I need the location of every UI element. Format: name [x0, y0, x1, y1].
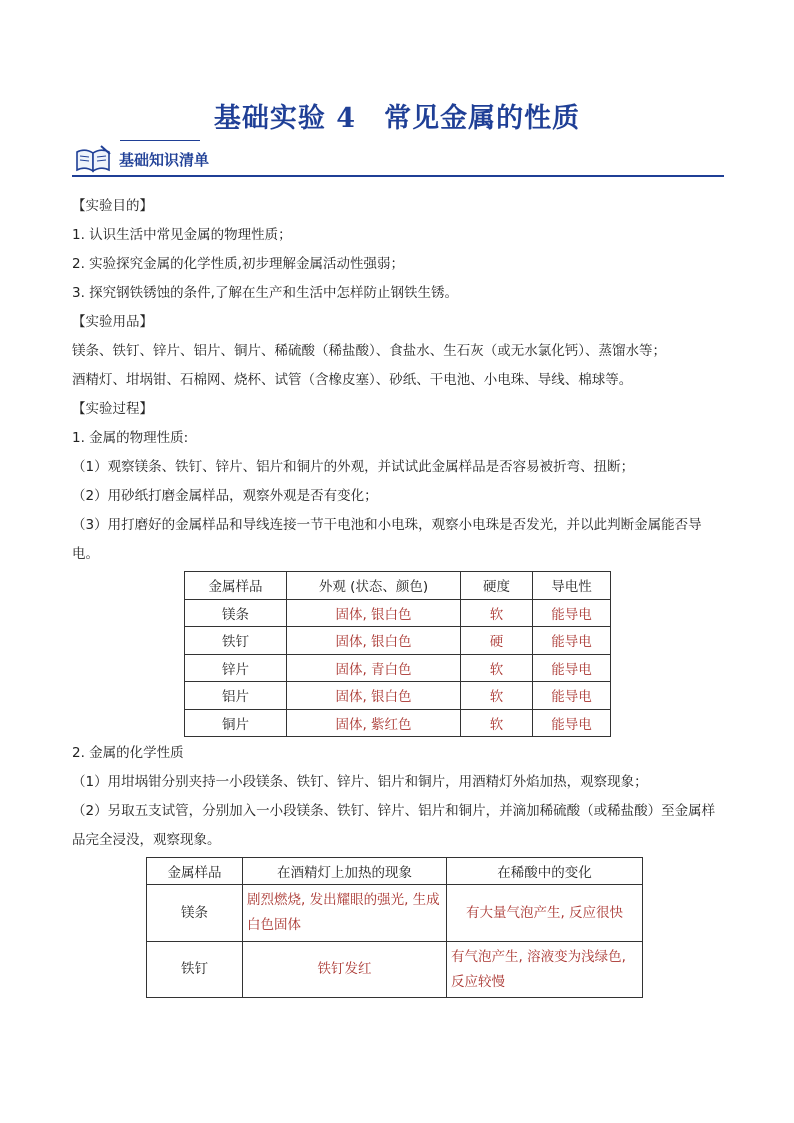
section-label: 基础知识清单 — [119, 151, 210, 169]
chemical-properties-table — [146, 857, 643, 998]
table-row — [185, 709, 611, 737]
metal-name-cell: 镁条 — [147, 885, 243, 942]
acid-result-cell: 有大量气泡产生, 反应很快 — [447, 885, 643, 942]
process-heading: 【实验过程】 — [72, 401, 153, 417]
goal-heading: 【实验目的】 — [72, 198, 153, 214]
supplies-line-1: 镁条、铁钉、锌片、铝片、铜片、稀硫酸（稀盐酸）、食盐水、生石灰（或无水氯化钙）、蒸馏水等； — [72, 343, 666, 359]
heating-result-cell: 剧烈燃烧, 发出耀眼的强光, 生成白色固体 — [243, 885, 447, 942]
metal-name-cell: 铜片 — [185, 709, 287, 737]
table-row — [185, 682, 611, 710]
table-header-cell: 导电性 — [533, 572, 611, 600]
table-row — [185, 654, 611, 682]
appearance-cell: 固体, 银白色 — [287, 682, 461, 710]
table-header-cell: 金属样品 — [147, 858, 243, 885]
appearance-cell: 固体, 银白色 — [287, 627, 461, 655]
metal-name-cell: 铁钉 — [147, 942, 243, 998]
goal-item-1: 1. 认识生活中常见金属的物理性质； — [72, 227, 292, 243]
table-header-cell: 在酒精灯上加热的现象 — [243, 858, 447, 885]
header-bottom-rule — [72, 175, 724, 177]
document-body — [72, 192, 724, 998]
table-row — [185, 599, 611, 627]
conductivity-cell: 能导电 — [533, 599, 611, 627]
conductivity-cell: 能导电 — [533, 627, 611, 655]
table-header-row — [147, 858, 643, 885]
header-top-rule — [120, 140, 200, 141]
metal-name-cell: 镁条 — [185, 599, 287, 627]
physical-properties-table — [184, 571, 611, 737]
physical-heading: 1. 金属的物理性质: — [72, 430, 189, 446]
page-title: 基础实验 4 常见金属的性质 — [213, 103, 581, 134]
physical-step-3: （3）用打磨好的金属样品和导线连接一节干电池和小电珠，观察小电珠是否发光，并以此判断金属能否导电。 — [72, 517, 702, 562]
chemical-step-1: （1）用坩埚钳分别夹持一小段镁条、铁钉、锌片、铝片和铜片，用酒精灯外焰加热，观察现象； — [72, 774, 648, 790]
book-icon — [74, 144, 114, 174]
metal-name-cell: 铁钉 — [185, 627, 287, 655]
table-header-cell: 外观 (状态、颜色) — [287, 572, 461, 600]
physical-step-1: （1）观察镁条、铁钉、锌片、铝片和铜片的外观，并试试此金属样品是否容易被折弯、扭断； — [72, 459, 635, 475]
table-row — [147, 942, 643, 998]
appearance-cell: 固体, 银白色 — [287, 599, 461, 627]
hardness-cell: 软 — [461, 654, 533, 682]
chemical-step-2: （2）另取五支试管，分别加入一小段镁条、铁钉、锌片、铝片和铜片，并滴加稀硫酸（或稀盐酸）至金属样品完全浸没，观察现象。 — [72, 803, 716, 848]
acid-result-cell: 有气泡产生, 溶液变为浅绿色, 反应较慢 — [447, 942, 643, 998]
conductivity-cell: 能导电 — [533, 682, 611, 710]
section-header — [72, 138, 724, 178]
hardness-cell: 硬 — [461, 627, 533, 655]
goal-item-2: 2. 实验探究金属的化学性质,初步理解金属活动性强弱； — [72, 256, 404, 272]
goal-item-3: 3. 探究钢铁锈蚀的条件,了解在生产和生活中怎样防止钢铁生锈。 — [72, 285, 458, 301]
conductivity-cell: 能导电 — [533, 709, 611, 737]
table-header-row — [185, 572, 611, 600]
supplies-line-2: 酒精灯、坩埚钳、石棉网、烧杯、试管（含橡皮塞）、砂纸、干电池、小电珠、导线、棉球等。 — [72, 372, 633, 388]
metal-name-cell: 铝片 — [185, 682, 287, 710]
table-header-cell: 在稀酸中的变化 — [447, 858, 643, 885]
hardness-cell: 软 — [461, 709, 533, 737]
chemical-heading: 2. 金属的化学性质 — [72, 745, 184, 761]
appearance-cell: 固体, 青白色 — [287, 654, 461, 682]
table-header-cell: 金属样品 — [185, 572, 287, 600]
appearance-cell: 固体, 紫红色 — [287, 709, 461, 737]
table-row — [185, 627, 611, 655]
hardness-cell: 软 — [461, 599, 533, 627]
conductivity-cell: 能导电 — [533, 654, 611, 682]
table-header-cell: 硬度 — [461, 572, 533, 600]
hardness-cell: 软 — [461, 682, 533, 710]
supplies-heading: 【实验用品】 — [72, 314, 153, 330]
table-row — [147, 885, 643, 942]
physical-step-2: （2）用砂纸打磨金属样品，观察外观是否有变化； — [72, 488, 378, 504]
heating-result-cell: 铁钉发红 — [243, 942, 447, 998]
metal-name-cell: 锌片 — [185, 654, 287, 682]
